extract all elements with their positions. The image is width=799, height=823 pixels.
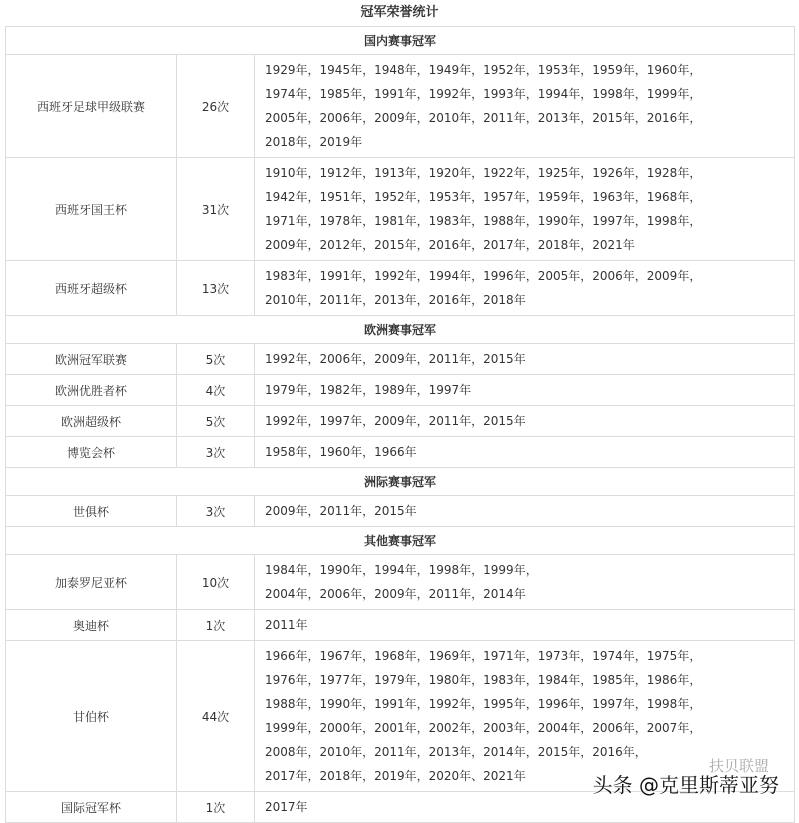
title-count: 3次 [177, 437, 255, 468]
winning-years [255, 375, 795, 406]
competition-name[interactable]: 奥迪杯 [6, 610, 177, 641]
section-heading: 洲际赛事冠军 [6, 468, 795, 496]
honors-table [5, 26, 795, 823]
years-line: 1984年，1990年，1994年，1998年，1999年， [265, 563, 538, 577]
table-row [6, 496, 795, 527]
years-line: 1974年，1985年，1991年，1992年，1993年，1994年，1998年，1999年， [265, 87, 702, 101]
section-heading: 其他赛事冠军 [6, 527, 795, 555]
years-line: 2008年，2010年，2011年，2013年，2014年，2015年，2016年， [265, 745, 647, 759]
title-count: 31次 [177, 158, 255, 261]
title-count: 44次 [177, 641, 255, 792]
competition-name[interactable]: 欧洲优胜者杯 [6, 375, 177, 406]
years-line: 1999年，2000年，2001年，2002年，2003年，2004年，2006年，2007年， [265, 721, 702, 735]
competition-name[interactable]: 世俱杯 [6, 496, 177, 527]
years-line: 1958年，1960年，1966年 [265, 445, 417, 459]
table-row [6, 55, 795, 158]
years-line: 2011年 [265, 618, 308, 632]
years-line: 1929年，1945年，1948年，1949年，1952年，1953年，1959年，1960年， [265, 63, 702, 77]
winning-years [255, 555, 795, 610]
table-row [6, 437, 795, 468]
section-header-row [6, 468, 795, 496]
watermark-text: 头条 @克里斯蒂亚努 [592, 773, 779, 797]
competition-name[interactable]: 欧洲超级杯 [6, 406, 177, 437]
winning-years [255, 406, 795, 437]
section-heading: 欧洲赛事冠军 [6, 316, 795, 344]
years-line: 2017年 [265, 800, 308, 814]
years-line: 1976年，1977年，1979年，1980年，1983年，1984年，1985年，1986年， [265, 673, 702, 687]
competition-name[interactable]: 欧洲冠军联赛 [6, 344, 177, 375]
competition-name[interactable]: 国际冠军杯 [6, 792, 177, 823]
table-row [6, 344, 795, 375]
years-line: 1983年，1991年，1992年，1994年，1996年，2005年，2006年，2009年， [265, 269, 702, 283]
title-count: 3次 [177, 496, 255, 527]
competition-name[interactable]: 西班牙足球甲级联赛 [6, 55, 177, 158]
competition-name[interactable]: 博览会杯 [6, 437, 177, 468]
competition-name[interactable]: 西班牙国王杯 [6, 158, 177, 261]
page-title: 冠军荣誉统计 [360, 5, 439, 20]
table-row [6, 158, 795, 261]
years-line: 1910年，1912年，1913年，1920年，1922年，1925年，1926年，1928年， [265, 166, 702, 180]
years-line: 1992年，1997年，2009年，2011年，2015年 [265, 414, 526, 428]
section-heading: 国内赛事冠军 [6, 27, 795, 55]
title-count: 5次 [177, 344, 255, 375]
section-header-row [6, 316, 795, 344]
years-line: 2009年，2012年，2015年，2016年，2017年，2018年，2021年 [265, 238, 635, 252]
years-line: 2004年，2006年，2009年，2011年，2014年 [265, 587, 526, 601]
title-count: 1次 [177, 610, 255, 641]
competition-name[interactable]: 加泰罗尼亚杯 [6, 555, 177, 610]
section-header-row [6, 527, 795, 555]
winning-years [255, 261, 795, 316]
table-row [6, 375, 795, 406]
winning-years [255, 496, 795, 527]
table-row [6, 555, 795, 610]
years-line: 1971年，1978年，1981年，1983年，1988年，1990年，1997年，1998年， [265, 214, 702, 228]
title-count: 4次 [177, 375, 255, 406]
years-line: 2017年，2018年，2019年，2020年、2021年 [265, 769, 526, 783]
years-line: 1979年，1982年，1989年，1997年 [265, 383, 472, 397]
faint-watermark: 扶贝联盟 [708, 757, 769, 775]
title-count: 10次 [177, 555, 255, 610]
title-count: 26次 [177, 55, 255, 158]
table-row [6, 261, 795, 316]
years-line: 1988年，1990年，1991年，1992年，1995年，1996年，1997年，1998年， [265, 697, 702, 711]
title-count: 1次 [177, 792, 255, 823]
years-line: 1966年，1967年，1968年，1969年，1971年，1973年，1974年，1975年， [265, 649, 702, 663]
winning-years [255, 344, 795, 375]
winning-years [255, 158, 795, 261]
table-row [6, 610, 795, 641]
years-line: 2018年，2019年 [265, 135, 363, 149]
years-line: 2010年，2011年，2013年，2016年，2018年 [265, 293, 526, 307]
title-count: 5次 [177, 406, 255, 437]
years-line: 2005年，2006年，2009年，2010年，2011年，2013年，2015年，2016年， [265, 111, 702, 125]
title-count: 13次 [177, 261, 255, 316]
section-header-row [6, 27, 795, 55]
table-row [6, 406, 795, 437]
winning-years [255, 610, 795, 641]
years-line: 2009年，2011年，2015年 [265, 504, 417, 518]
years-line: 1942年，1951年，1952年，1953年，1957年，1959年，1963年，1968年， [265, 190, 702, 204]
winning-years [255, 55, 795, 158]
years-line: 1992年，2006年，2009年，2011年，2015年 [265, 352, 526, 366]
competition-name[interactable]: 西班牙超级杯 [6, 261, 177, 316]
competition-name[interactable]: 甘伯杯 [6, 641, 177, 792]
winning-years [255, 437, 795, 468]
